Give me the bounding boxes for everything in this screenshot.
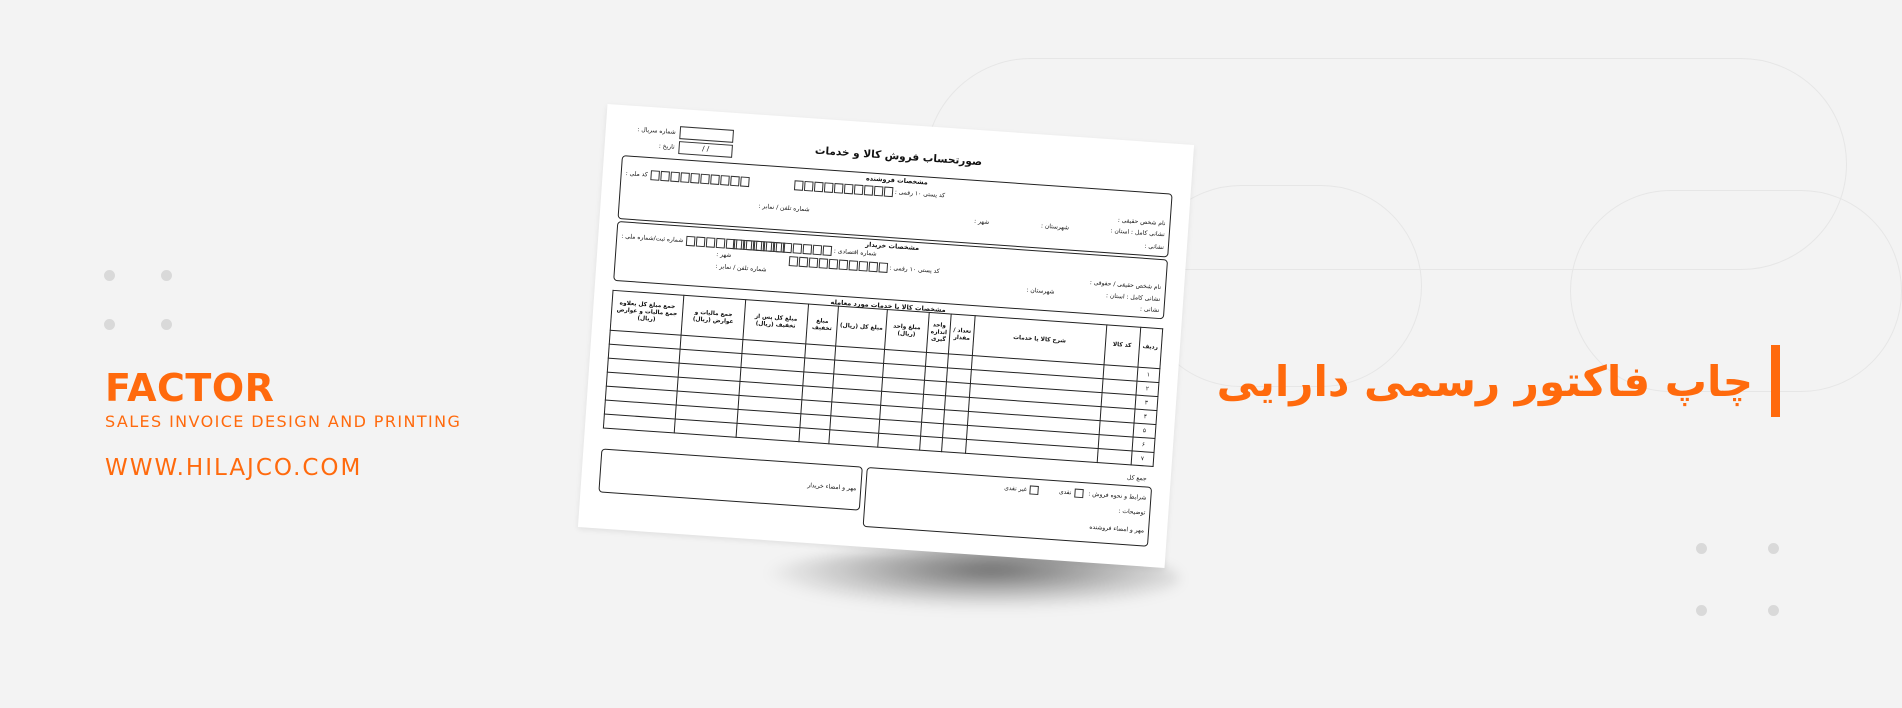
brand-block: [105, 366, 525, 481]
date-label: تاریخ :: [658, 142, 675, 151]
col-header: تعداد / مقدار: [949, 314, 976, 356]
seller-name: نام شخص حقیقی :: [1117, 216, 1166, 228]
row-number: ۳: [1135, 395, 1158, 411]
buyer-signature-label: مهر و امضاء خریدار: [807, 481, 857, 493]
buyer-signature-box: [598, 448, 862, 510]
date-box: / /: [678, 141, 733, 158]
headline-accent-bar: [1771, 345, 1780, 417]
seller-terms-box: [863, 467, 1152, 547]
seller-postal-code: کد پستی ۱۰ رقمی :: [793, 180, 945, 201]
terms-row: [1004, 484, 1147, 503]
col-header: مبلغ کل (ریال): [836, 306, 887, 349]
serial-label: شماره سریال :: [637, 126, 676, 136]
buyer-economic-number: شماره اقتصادی :: [732, 239, 877, 259]
brand-url[interactable]: WWW.HILAJCO.COM: [105, 455, 363, 481]
headline-block: [1217, 345, 1780, 417]
seller-phone: شماره تلفن / نمابر :: [758, 202, 810, 214]
row-number: ۶: [1132, 437, 1155, 453]
col-header: مبلغ واحد (ریال): [884, 309, 929, 352]
buyer-county: شهرستان :: [1026, 286, 1055, 296]
buyer-reg-number: شماره ثبت/شماره ملی :: [621, 231, 785, 252]
notes-label: توضیحات :: [1118, 507, 1146, 517]
buyer-phone: شماره تلفن / نمابر :: [715, 262, 767, 274]
headline: چاپ فاکتور رسمی دارایی: [1216, 356, 1753, 406]
cash-checkbox[interactable]: [1074, 489, 1084, 499]
brand-title: FACTOR: [105, 366, 275, 410]
cash-label: نقدی: [1058, 488, 1072, 497]
seller-heading: مشخصات فروشنده: [865, 174, 929, 187]
col-header: شرح کالا یا خدمات: [973, 316, 1107, 365]
col-header: جمع مبلغ کل بعلاوه جمع مالیات و عوارض (ریال): [610, 290, 683, 335]
buyer-postal-code: کد پستی ۱۰ رقمی :: [788, 256, 940, 277]
seller-county: شهرستان :: [1040, 222, 1070, 232]
noncash-label: غیر نقدی: [1003, 484, 1028, 494]
row-number: ۲: [1136, 381, 1159, 397]
invoice-paper: [578, 104, 1194, 568]
buyer-city: شهر :: [716, 250, 732, 260]
terms-label: شرایط و نحوه فروش :: [1088, 490, 1147, 502]
invoice-form: [597, 121, 1175, 551]
col-header: ردیف: [1138, 327, 1163, 368]
buyer-name: نام شخص حقیقی / حقوقی :: [1089, 279, 1162, 292]
seller-address: نشانی کامل : استان :: [1110, 227, 1165, 239]
row-number: ۷: [1131, 451, 1154, 467]
col-header: مبلغ کل پس از تخفیف (ریال): [743, 300, 808, 344]
col-header: مبلغ تخفیف: [806, 304, 839, 346]
col-header: واحد اندازه گیری: [926, 312, 951, 353]
row-number: ۵: [1133, 423, 1156, 439]
total-label: جمع کل: [1126, 474, 1147, 483]
buyer-address2: نشانی :: [1139, 305, 1160, 315]
noncash-checkbox[interactable]: [1030, 485, 1040, 495]
seller-address2: نشانی :: [1144, 242, 1165, 252]
brand-subtitle: SALES INVOICE DESIGN AND PRINTING: [105, 412, 462, 431]
buyer-heading: مشخصات خریدار: [865, 240, 920, 253]
col-header: جمع مالیات و عوارض (ریال): [681, 295, 746, 339]
seller-signature-label: مهر و امضاء فروشنده: [1089, 523, 1145, 535]
seller-city: شهر :: [973, 217, 990, 226]
row-number: ۴: [1134, 409, 1157, 425]
col-header: کد کالا: [1104, 325, 1141, 367]
row-number: ۱: [1137, 367, 1160, 383]
seller-national-code: کد ملی :: [625, 168, 749, 187]
invoice-title: صورتحساب فروش کالا و خدمات: [814, 144, 983, 169]
buyer-address: نشانی کامل : استان :: [1105, 292, 1161, 304]
items-heading: مشخصات کالا یا خدمات مورد معامله: [830, 298, 946, 315]
